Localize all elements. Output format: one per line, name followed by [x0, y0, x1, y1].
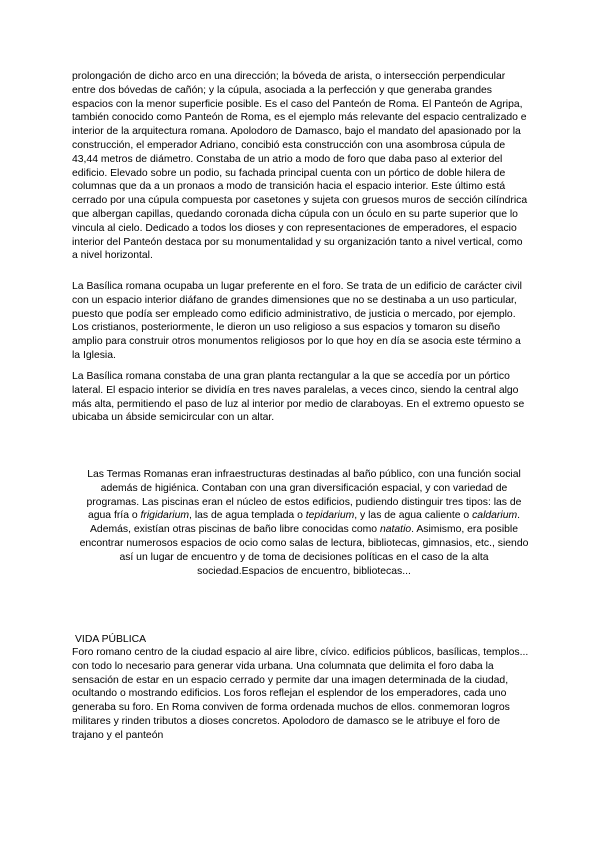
- paragraph-basilica-use: La Basílica romana ocupaba un lugar preferente en el foro. Se trata de un edificio de carácter civil con un espacio interior diáfano de grandes dimensiones que no se destinaba a un uso particular, puesto que podía ser empleado como edificio administrativo, de justicia o mercado, por ejemplo. Los cristianos, posteriormente, le dieron un uso religioso a sus espacios y tomaron su diseño amplio para construir otros monumentos religiosos por lo que hoy en día se asocia este término a la Iglesia.: [72, 281, 522, 361]
- paragraph-foro: Foro romano centro de la ciudad espacio al aire libre, cívico. edificios públicos, basílicas, templos... con todo lo necesario para generar vida urbana. Una columnata que delimita el foro daba la sensación de estar en un espacio cerrado y permite dar una imagen determinada de la ciudad, ocultando o mostrando edificios. Los foros reflejan el esplendor de los emperadores, cada uno generaba su foro. En Roma conviven de forma ordenada muchos de ellos. conmemoran logros militares y rinden tributos a dioses concretos. Apolodoro de damasco se le atribuye el foro de trajano y el panteón: [72, 647, 529, 741]
- term-tepidarium: tepidarium: [305, 510, 355, 522]
- term-caldarium: caldarium: [472, 510, 518, 522]
- paragraph-panteon: prolongación de dicho arco en una dirección; la bóveda de arista, o intersección perpendicular entre dos bóvedas de cañón; y la cúpula, asociada a la perfección y que generaba grandes espacios con la menor superficie posible. Es el caso del Panteón de Roma. El Panteón de Agripa, también conocido como Panteón de Roma, es el ejemplo más relevante del espacio centralizado e interior de la arquitectura romana. Apolodoro de Damasco, bajo el mandato del apasionado por la construcción, el emperador Adriano, concibió esta construcción con una asombrosa cúpula de 43,44 metros de diámetro. Constaba de un atrio a modo de foro que daba paso al exterior del edificio. Elevado sobre un podio, su fachada principal cuenta con un pórtico de doble hilera de columnas que da a un pronaos a modo de transición hacia el espacio interior. Este último está cerrado por una cúpula compuesta por casetones y sujeta con gruesos muros de sección cilíndrica que albergan capillas, quedando coronada dicha cúpula con un óculo en su parte superior que lo vincula al cielo. Dedicado a todos los dioses y con representaciones de emperadores, el espacio interior del Panteón destaca por su monumentalidad y su organización tanto a nivel vertical, como a nivel horizontal.: [72, 71, 528, 262]
- text-block-basilica: [72, 280, 530, 363]
- paragraph-basilica-plan: La Basílica romana constaba de una gran planta rectangular a la que se accedía por un pórtico lateral. El espacio interior se dividía en tres naves paralelas, a veces cinco, siendo la central algo más alta, permitiendo el paso de luz al interior por medio de claraboyas. En el extremo opuesto se ubicaba un ábside semicircular con un altar.: [72, 371, 525, 424]
- text-block-basilica-plan: [72, 370, 530, 425]
- termas-text-2: , las de agua templada o: [189, 510, 306, 522]
- termas-text-5: . Asimismo, era posible encontrar numerosos espacios de ocio como salas de lectura, bibliotecas, gimnasios, etc., siendo así un lugar de encuentro y de toma de decisiones políticas en el caso de la alta sociedad.Espacios de encuentro, bibliotecas...: [79, 524, 529, 577]
- paragraph-termas: [76, 468, 532, 578]
- text-block-foro: [72, 646, 530, 743]
- term-frigidarium: frigidarium: [140, 510, 190, 522]
- text-block-termas: [76, 468, 532, 578]
- termas-text-1: Las Termas Romanas eran infraestructuras destinadas al baño público, con una función social además de higiénica. Contaban con una gran diversificación espacial, y con variedad de programas. Las piscinas eran el núcleo de estos edificios, pudiendo distinguir tres tipos: las de agua fría o: [86, 469, 522, 522]
- term-natatio: natatio: [379, 524, 412, 536]
- text-block-panteon: [72, 70, 530, 263]
- termas-text-3: , y las de agua caliente o: [354, 510, 473, 522]
- termas-text-4: . Además, existían otras piscinas de baño libre conocidas como: [90, 510, 521, 536]
- section-heading-vida-publica: VIDA PÚBLICA: [75, 634, 147, 645]
